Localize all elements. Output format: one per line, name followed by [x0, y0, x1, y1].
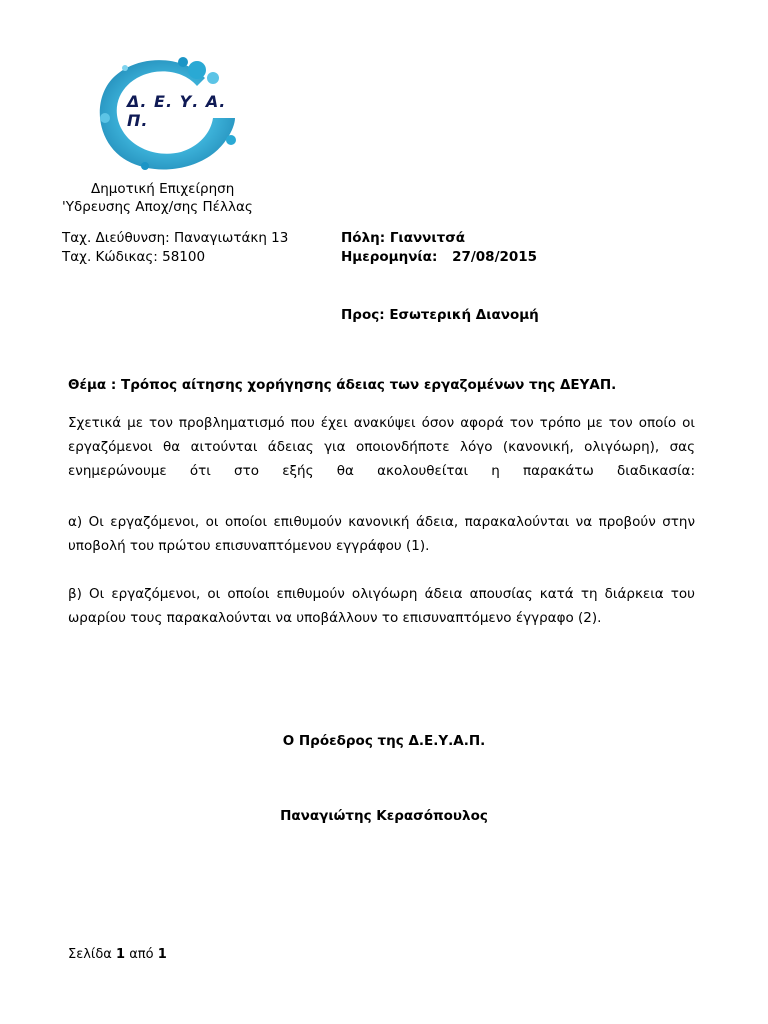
date-line — [341, 248, 537, 267]
of-word: από — [129, 947, 154, 962]
subject-label: Θέμα : — [68, 377, 117, 393]
postal-code: Ταχ. Κώδικας: 58100 — [62, 249, 206, 265]
body-item-a: α) Οι εργαζόμενοι, οι οποίοι επιθυμούν κανονική άδεια, παρακαλούνται να προβούν στην υποβολή του πρώτου επισυναπτόμενου εγγράφου (1). — [68, 514, 695, 554]
page-total: 1 — [157, 947, 167, 962]
signature-name: Παναγιώτης Κερασόπουλος — [280, 808, 488, 824]
org-name-line2: 'Υδρευσης Αποχ/σης Πέλλας — [62, 199, 253, 215]
organization-logo — [85, 48, 245, 178]
body-intro: Σχετικά με τον προβληματισμό που έχει ανακύψει όσον αφορά τον τρόπο με τον οποίο οι εργαζόμενοι θα αιτούνται άδειας για οποιονδήποτε λόγο (κανονική, ολιγόωρη), σας ενημερώνουμε ότι στο εξής θα ακολουθείται η παρακάτω διαδικασία: — [68, 415, 695, 479]
recipient: Προς: Εσωτερική Διανομή — [341, 307, 539, 323]
date-label: Ημερομηνία: — [341, 249, 438, 265]
page-current: 1 — [116, 947, 126, 962]
body-item-b: β) Οι εργαζόμενοι, οι οποίοι επιθυμούν ολιγόωρη άδεια απουσίας κατά τη διάρκεια του ωραρίου τους παρακαλούνται να υποβάλλουν το επισυναπτόμενο έγγραφο (2). — [68, 586, 695, 626]
date-value: 27/08/2015 — [452, 249, 538, 265]
signature-title: Ο Πρόεδρος της Δ.Ε.Υ.Α.Π. — [282, 733, 486, 749]
page-word: Σελίδα — [68, 947, 112, 962]
subject-text: Τρόπος αίτησης χορήγησης άδειας των εργαζομένων της ΔΕΥΑΠ. — [121, 377, 617, 393]
logo-wordmark: Δ. Ε. Υ. Α. Π. — [127, 92, 227, 130]
postal-address: Ταχ. Διεύθυνση: Παναγιωτάκη 13 — [62, 230, 289, 246]
city: Πόλη: Γιαννιτσά — [341, 230, 466, 246]
subject-line — [68, 376, 616, 395]
page-number — [68, 947, 167, 962]
org-name-line1: Δημοτική Επιχείρηση — [91, 181, 235, 197]
